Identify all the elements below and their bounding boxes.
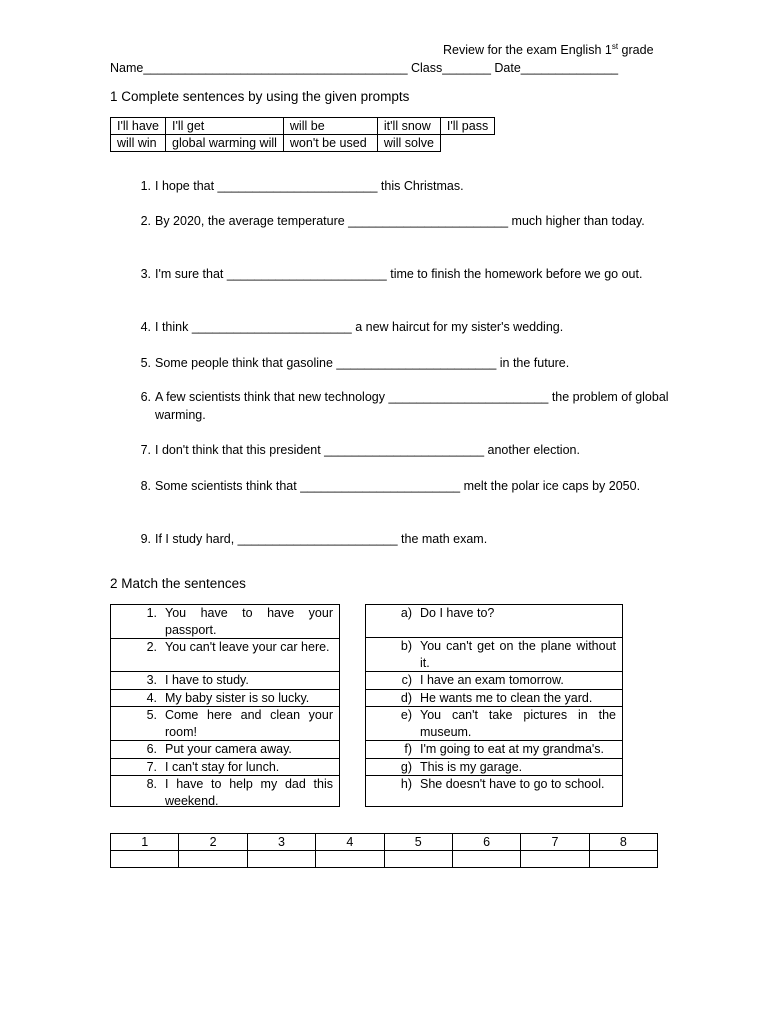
answer-header-row xyxy=(111,834,658,851)
match-right-row: g) This is my garage. xyxy=(366,758,622,776)
answer-header-cell: 7 xyxy=(521,834,589,851)
sentence-item: 1. I hope that _______________________ this Christmas. xyxy=(140,179,464,193)
answer-header-cell: 2 xyxy=(179,834,247,851)
match-left-row: 4. My baby sister is so lucky. xyxy=(111,689,339,707)
prompt-cell: I'll get xyxy=(166,118,284,135)
answer-cell[interactable] xyxy=(111,851,179,868)
match-left-row: 8. I have to help my dad this weekend. xyxy=(111,776,339,810)
answer-cell[interactable] xyxy=(179,851,247,868)
match-left-row: 6. Put your camera away. xyxy=(111,741,339,759)
match-right-row: e) You can't take pictures in the museum. xyxy=(366,707,622,741)
answer-cell[interactable] xyxy=(247,851,315,868)
sentence-item: 4. I think _______________________ a new haircut for my sister's wedding. xyxy=(140,320,564,334)
prompt-cell: I'll have xyxy=(111,118,166,135)
match-left-row: 3. I have to study. xyxy=(111,672,339,690)
answer-header-cell: 4 xyxy=(316,834,384,851)
sentence-item: 2. By 2020, the average temperature _______________________ much higher than today. xyxy=(140,214,645,228)
match-left-row: 2. You can't leave your car here. xyxy=(111,639,339,672)
answer-header-cell: 1 xyxy=(111,834,179,851)
prompt-cell: it'll snow xyxy=(377,118,440,135)
match-right-row: a) Do I have to? xyxy=(366,605,622,638)
match-left-row: 5. Come here and clean your room! xyxy=(111,707,339,741)
sentence-item: 6. A few scientists think that new technology _______________________ the problem of global warming. xyxy=(140,390,669,422)
sentence-item: 5. Some people think that gasoline _______________________ in the future. xyxy=(140,356,570,370)
match-right-row: d) He wants me to clean the yard. xyxy=(366,689,622,707)
prompt-cell: won't be used xyxy=(283,135,377,152)
match-right-row: h) She doesn't have to go to school. xyxy=(366,776,622,793)
prompt-box xyxy=(110,117,495,152)
section1-heading: 1 Complete sentences by using the given prompts xyxy=(110,89,410,104)
answer-cell[interactable] xyxy=(589,851,657,868)
prompt-cell: global warming will xyxy=(166,135,284,152)
match-right-row: b) You can't get on the plane without it. xyxy=(366,638,622,672)
match-left-box xyxy=(110,604,340,807)
sentence-item: 8. Some scientists think that _______________________ melt the polar ice caps by 2050. xyxy=(140,479,641,493)
answer-header-cell: 5 xyxy=(384,834,452,851)
match-right-row: c) I have an exam tomorrow. xyxy=(366,672,622,690)
answer-header-cell: 6 xyxy=(452,834,520,851)
prompt-cell-empty xyxy=(440,135,494,152)
prompt-cell: will solve xyxy=(377,135,440,152)
answer-cell[interactable] xyxy=(384,851,452,868)
prompt-row xyxy=(111,118,495,135)
answer-cell[interactable] xyxy=(521,851,589,868)
sentence-item: 7. I don't think that this president _______________________ another election. xyxy=(140,443,580,457)
prompt-row xyxy=(111,135,495,152)
match-right-table xyxy=(366,604,622,793)
match-left-row: 1. You have to have your passport. xyxy=(111,605,339,639)
answer-cell[interactable] xyxy=(452,851,520,868)
answer-input-row xyxy=(111,851,658,868)
answer-header-cell: 3 xyxy=(247,834,315,851)
sentence-item: 9. If I study hard, _______________________ the math exam. xyxy=(140,532,488,546)
match-right-row: f) I'm going to eat at my grandma's. xyxy=(366,741,622,759)
prompt-cell: will win xyxy=(111,135,166,152)
answer-cell[interactable] xyxy=(316,851,384,868)
name-class-date-line: Name______________________________________ Class_______ Date______________ xyxy=(110,61,619,75)
sentence-item: 3. I'm sure that _______________________ time to finish the homework before we go out. xyxy=(140,267,643,281)
answer-header-cell: 8 xyxy=(589,834,657,851)
answer-grid xyxy=(110,833,658,868)
worksheet-title: Review for the exam English 1st grade xyxy=(443,41,654,57)
section2-heading: 2 Match the sentences xyxy=(110,576,246,591)
prompt-cell: I'll pass xyxy=(440,118,494,135)
match-left-table xyxy=(111,604,339,809)
match-right-box xyxy=(365,604,623,807)
match-left-row: 7. I can't stay for lunch. xyxy=(111,758,339,776)
prompt-cell: will be xyxy=(283,118,377,135)
